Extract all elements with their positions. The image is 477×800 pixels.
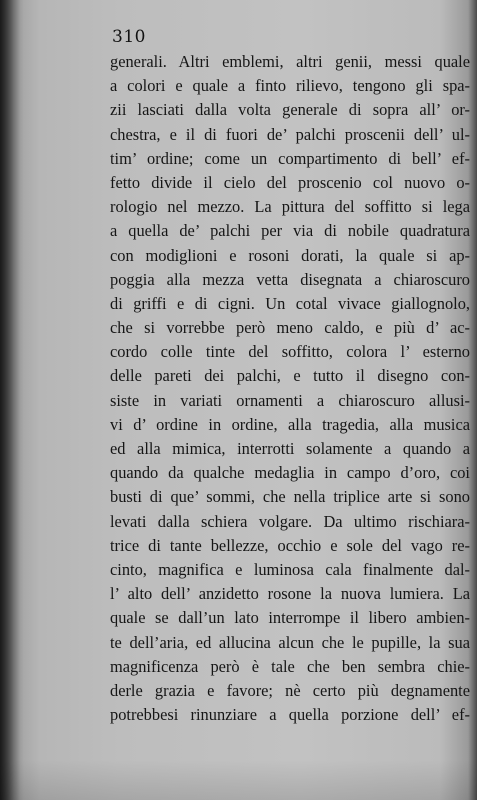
text-line: cordo colle tinte del soffitto, colora l’ esterno	[110, 342, 470, 362]
text-line: levati dalla schiera volgare. Da ultimo rischiara-	[110, 511, 470, 531]
text-line: cinto, magnifica e luminosa cala finalmente dal-	[110, 559, 470, 579]
text-line: a quella de’ palchi per via di nobile quadratura	[110, 221, 470, 241]
text-line: siste in variati ornamenti a chiaroscuro allusi-	[110, 390, 470, 410]
text-line: quando da qualche medaglia in campo d’oro, coi	[110, 463, 470, 483]
text-line: rologio nel mezzo. La pittura del soffitto si lega	[110, 197, 470, 217]
text-line: derle grazia e favore; nè certo più degnamente	[110, 680, 470, 700]
page-bottom-shadow	[0, 760, 477, 800]
text-line: magnificenza però è tale che ben sembra chie-	[110, 656, 470, 676]
text-line: l’ alto dell’ anzidetto rosone la nuova lumiera. La	[110, 584, 470, 604]
text-line: te dell’aria, ed allucina alcun che le pupille, la sua	[110, 632, 470, 652]
text-line: quale se dall’un lato interrompe il libero ambien-	[110, 608, 470, 628]
text-line: tim’ ordine; come un compartimento di bell’ ef-	[110, 148, 470, 168]
text-line: a colori e quale a finto rilievo, tengono gli spa-	[110, 76, 470, 96]
text-line: chestra, e il di fuori de’ palchi proscenii dell’ ul-	[110, 124, 470, 144]
text-line: ed alla mimica, interrotti solamente a quando a	[110, 439, 470, 458]
text-line: generali. Altri emblemi, altri genii, messi quale	[110, 52, 470, 71]
text-line: vi d’ ordine in ordine, alla tragedia, alla musica	[110, 414, 470, 434]
text-line: fetto divide il cielo del proscenio col nuovo o-	[110, 172, 470, 192]
text-line: che si vorrebbe però meno caldo, e più d’ ac-	[110, 318, 470, 338]
text-line: potrebbesi rinunziare a quella porzione dell’ ef-	[110, 705, 470, 725]
text-line: poggia alla mezza vetta disegnata a chiaroscuro	[110, 269, 470, 289]
text-line: busti di que’ sommi, che nella triplice arte si sono	[110, 487, 470, 507]
page-gutter-shadow	[0, 0, 20, 800]
text-line: trice di tante bellezze, occhio e sole del vago re-	[110, 535, 470, 555]
text-line: delle pareti dei palchi, e tutto il disegno con-	[110, 366, 470, 386]
text-line: zii lasciati dalla volta generale di sopra all’ or-	[110, 100, 470, 120]
page-number: 310	[112, 27, 146, 47]
body-text	[110, 50, 470, 727]
text-line: di griffi e di cigni. Un cotal vivace giallognolo,	[110, 293, 470, 313]
text-line: con modiglioni e rosoni dorati, la quale si ap-	[110, 245, 470, 265]
